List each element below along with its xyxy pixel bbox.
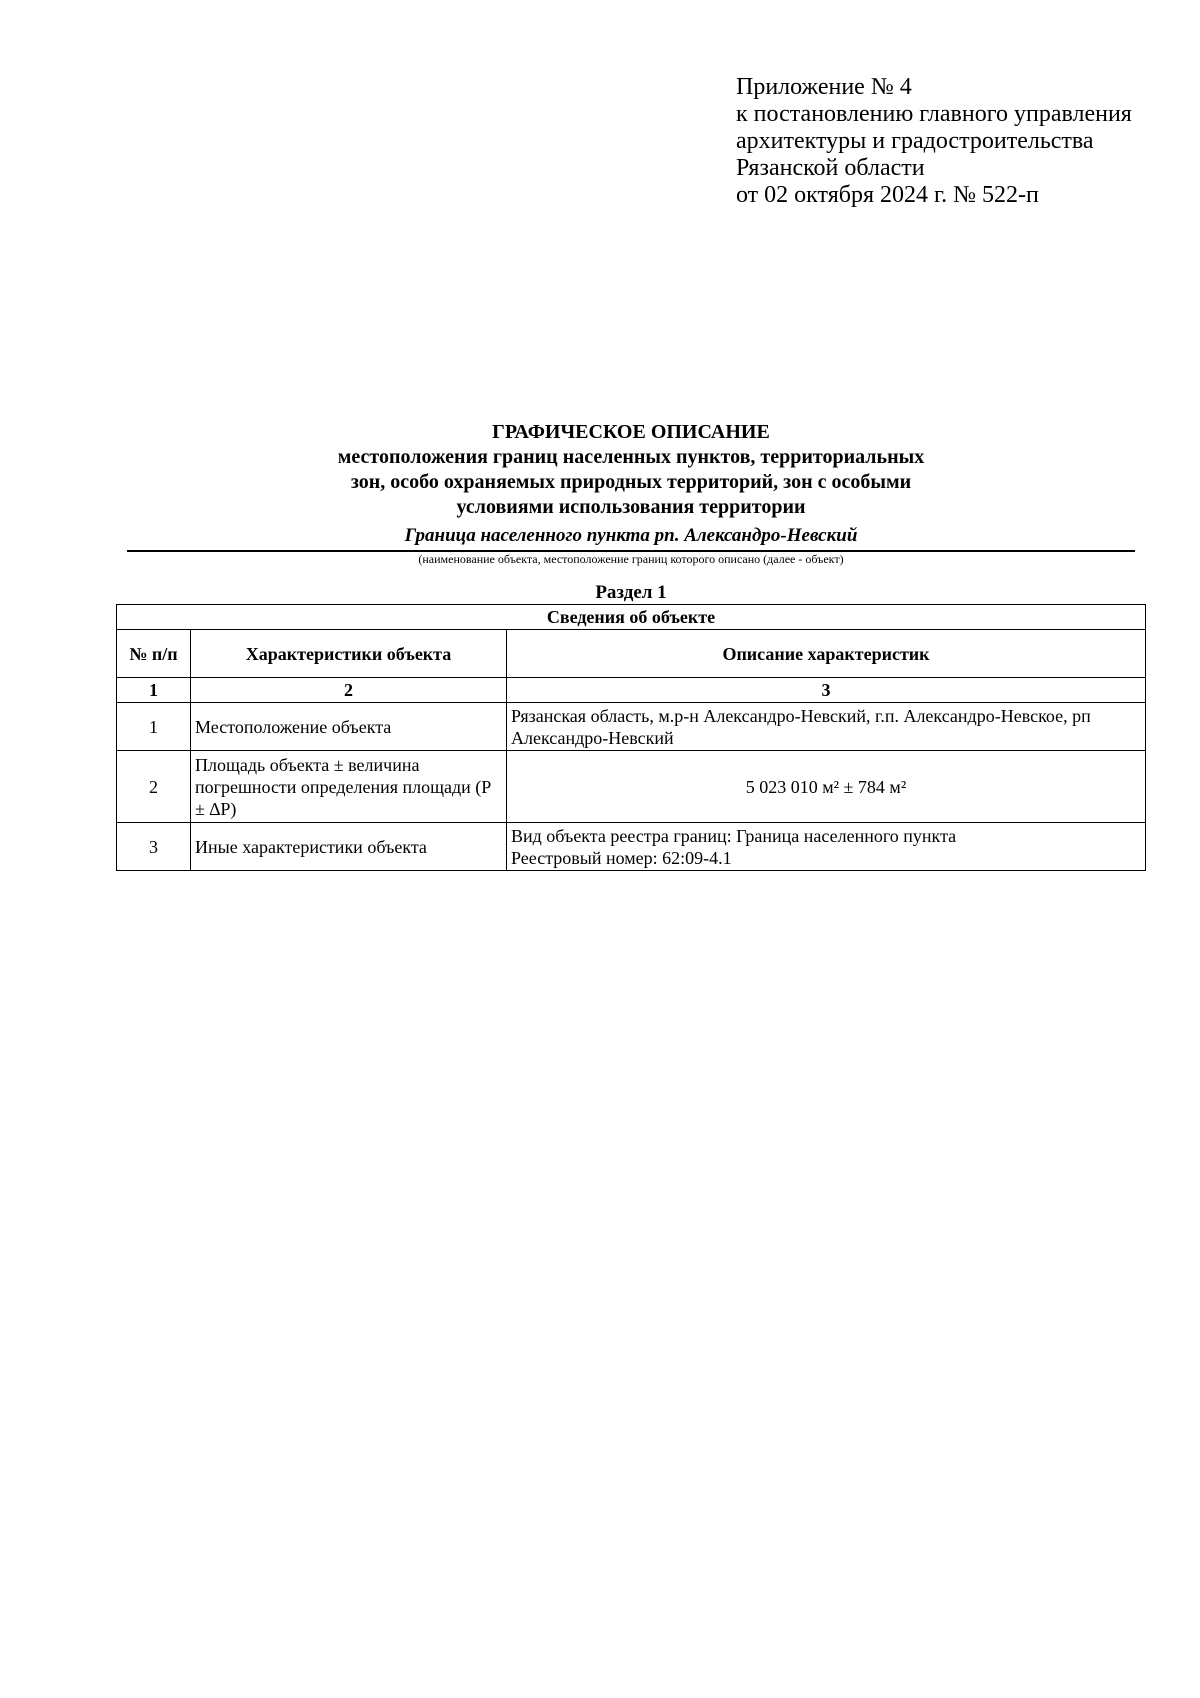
table-row xyxy=(117,823,1146,871)
column-number: 1 xyxy=(117,678,191,703)
row-num: 1 xyxy=(117,703,191,751)
appendix-line: от 02 октября 2024 г. № 522-п xyxy=(736,182,1039,208)
table-title: Сведения об объекте xyxy=(117,605,1146,630)
appendix-line: архитектуры и градостроительства xyxy=(736,128,1094,154)
object-caption: (наименование объекта, местоположение границ которого описано (далее - объект) xyxy=(418,552,844,566)
row-num: 3 xyxy=(117,823,191,871)
row-characteristic: Площадь объекта ± величина погрешности определения площади (Р ± ∆Р) xyxy=(191,751,507,823)
row-description-line: Вид объекта реестра границ: Граница населенного пункта xyxy=(511,825,957,846)
row-description: Рязанская область, м.р-н Александро-Невский, г.п. Александро-Невское, рп Александро-Невский xyxy=(507,703,1146,751)
column-number: 3 xyxy=(507,678,1146,703)
table-row xyxy=(117,703,1146,751)
row-description xyxy=(507,823,1146,871)
appendix-line: Рязанской области xyxy=(736,155,925,181)
row-characteristic: Местоположение объекта xyxy=(191,703,507,751)
appendix-line: к постановлению главного управления xyxy=(736,101,1132,127)
document-subtitle-line: местоположения границ населенных пунктов, территориальных xyxy=(337,446,925,468)
row-characteristic: Иные характеристики объекта xyxy=(191,823,507,871)
row-num: 2 xyxy=(117,751,191,823)
header-num: № п/п xyxy=(117,630,191,678)
header-characteristic: Характеристики объекта xyxy=(191,630,507,678)
appendix-block xyxy=(736,74,1132,209)
document-title: ГРАФИЧЕСКОЕ ОПИСАНИЕ xyxy=(492,421,770,443)
header-description: Описание характеристик xyxy=(507,630,1146,678)
document-heading xyxy=(127,420,1135,520)
row-description: 5 023 010 м² ± 784 м² xyxy=(507,751,1146,823)
table-row xyxy=(117,751,1146,823)
section-title: Раздел 1 xyxy=(595,582,667,603)
document-subtitle-line: условиями использования территории xyxy=(456,496,806,518)
row-description-line: Реестровый номер: 62:09-4.1 xyxy=(511,847,732,868)
document-subtitle-line: зон, особо охраняемых природных территорий, зон с особыми xyxy=(350,471,912,493)
object-name: Граница населенного пункта рп. Александро-Невский xyxy=(404,525,858,546)
appendix-line: Приложение № 4 xyxy=(736,74,912,100)
object-info-table xyxy=(116,604,1146,871)
column-number: 2 xyxy=(191,678,507,703)
